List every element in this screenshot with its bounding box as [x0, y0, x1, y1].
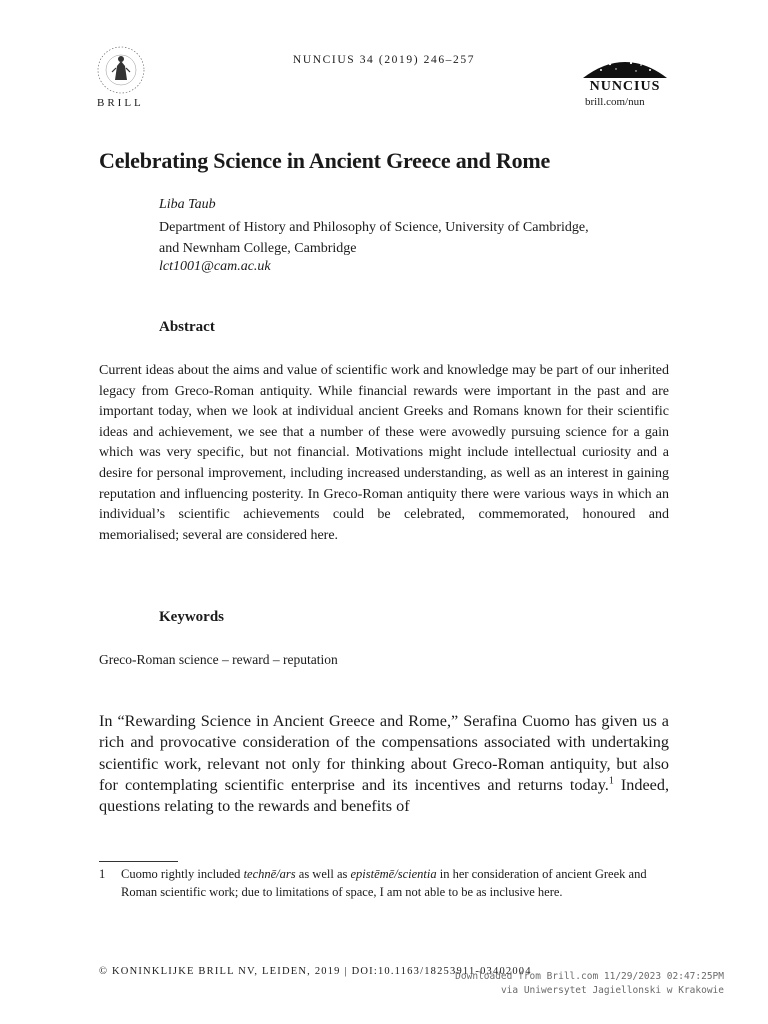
brill-seal-icon — [95, 44, 147, 96]
article-title: Celebrating Science in Ancient Greece and Rome — [99, 148, 551, 173]
author-email[interactable]: lct1001@cam.ac.uk — [159, 259, 271, 274]
footnote-term: technē/ars — [243, 867, 296, 881]
footnote-text — [121, 866, 667, 901]
abstract-text: Current ideas about the aims and value of scientific work and knowledge may be part of our inherited legacy from Greco-Roman antiquity. While financial rewards were important in the past and are important today, when we look at individual ancient Greeks and Romans known for their scientific ideas and achievement, we see that a number of these were avowedly pursuing science for a gain which was very specific, but not financial. Motivations might include intellectual curiosity and a desire for personal improvement, including increased understanding, as well as an interest in gaining reputation and influencing posterity. In Greco-Roman antiquity there were various ways in which an individual’s scientific achievements could be celebrated, commemorated, honoured and memorialised; several are considered here. — [99, 363, 669, 543]
footnote-number: 1 — [99, 867, 106, 881]
author-name: Liba Taub — [159, 197, 216, 212]
nuncius-arch-icon — [579, 52, 671, 92]
running-head: NUNCIUS 34 (2019) 246–257 — [292, 54, 476, 66]
affiliation-line-1: Department of History and Philosophy of Science, University of Cambridge, — [159, 220, 589, 235]
copyright-line: © KONINKLIJKE BRILL NV, LEIDEN, 2019 | DOI:10.1163/18253911-03402004 — [99, 966, 532, 977]
footnote-text-part: in her consideration of ancient Greek and Roman scientific work; due to limitations of space, I am not able to be as inclusive here. — [121, 867, 647, 899]
body-text-continued: Indeed, questions relating to the rewards and benefits of — [99, 775, 670, 816]
footnote — [99, 866, 669, 901]
footnote-text-part: Cuomo rightly included — [121, 867, 244, 881]
footnote-term: epistēmē/scientia — [350, 867, 437, 881]
body-text: In “Rewarding Science in Ancient Greece and Rome,” Serafina Cuomo has given us a rich and provocative consideration of the compensations associated with undertaking scientific work, relevant not only for thinking about Greco-Roman antiquity, but also for contemplating scientific enterprise and its incentives and returns today. — [99, 712, 669, 794]
footnote-divider — [99, 861, 178, 862]
download-stamp-line-2: via Uniwersytet Jagiellonski w Krakowie — [500, 985, 724, 996]
abstract-heading: Abstract — [159, 319, 215, 335]
journal-logo — [579, 52, 671, 92]
download-stamp-line-1: Downloaded from Brill.com 11/29/2023 02:47:25PM — [455, 971, 724, 982]
affiliation-line-2: and Newnham College, Cambridge — [159, 241, 357, 256]
journal-logo-text: NUNCIUS — [589, 79, 661, 92]
keywords-heading: Keywords — [159, 609, 224, 625]
publisher-name: BRILL — [97, 97, 144, 109]
body-paragraph — [99, 711, 669, 817]
journal-url[interactable]: brill.com/nun — [585, 96, 645, 108]
download-stamp — [455, 970, 724, 998]
footnote-reference[interactable]: 1 — [608, 775, 614, 787]
footnote-text-part: as well as — [295, 867, 351, 881]
keywords-list: Greco-Roman science – reward – reputation — [99, 652, 338, 667]
author-affiliation — [159, 217, 679, 259]
